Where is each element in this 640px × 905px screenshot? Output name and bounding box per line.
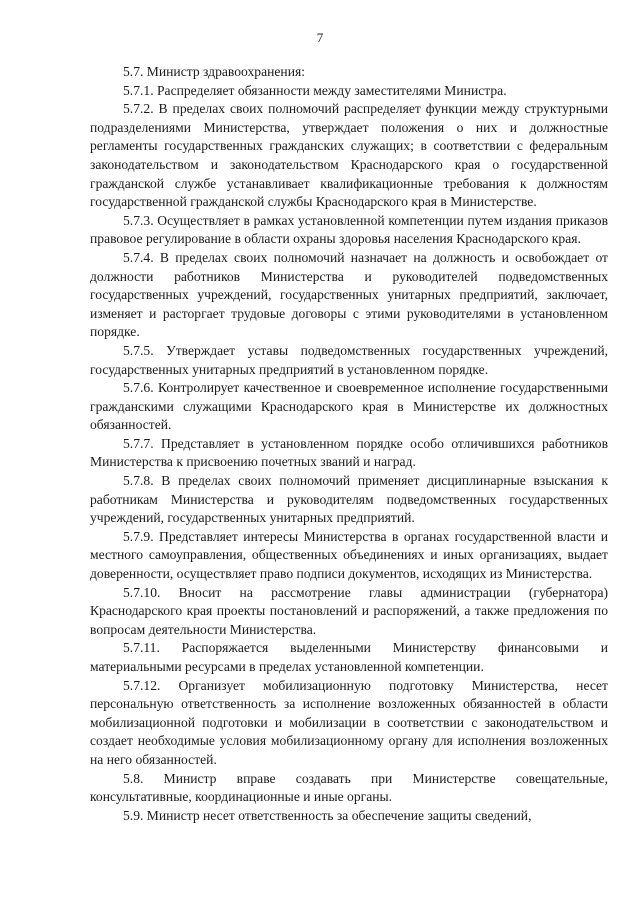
- paragraph-5-7-6: 5.7.6. Контролирует качественное и своевременное исполнение государственными гражданскими служащими Краснодарского края в Министерстве их должностных обязанностей.: [90, 380, 608, 433]
- paragraph-5-7-3: 5.7.3. Осуществляет в рамках установленной компетенции путем издания приказов правовое регулирование в области охраны здоровья населения Краснодарского края.: [90, 212, 608, 247]
- paragraph-5-7: 5.7. Министр здравоохранения:: [123, 64, 306, 79]
- paragraph-5-7-9: 5.7.9. Представляет интересы Министерства в органах государственной власти и местного самоуправления, общественных объединениях и иных организациях, выдает доверенности, осуществляет право подписи документов, исходящих из Министерства.: [90, 528, 608, 582]
- paragraph-5-7-4: 5.7.4. В пределах своих полномочий назначает на должность и освобождает от должности работников Министерства и руководителей подведомственных государственных учреждений, государственных унитарных предприятий, заключает, изменяет и расторгает трудовые договоры с этими руководителями в установленном порядке.: [90, 249, 608, 340]
- paragraph-5-7-8: 5.7.8. В пределах своих полномочий применяет дисциплинарные взыскания к работникам Министерства и руководителям подведомственных государственных учреждений, государственных унитарных предприятий.: [90, 473, 608, 526]
- page-number: 7: [316, 30, 324, 45]
- paragraph-5-7-10: 5.7.10. Вносит на рассмотрение главы администрации (губернатора) Краснодарского края проекты постановлений и распоряжений, а также предложения по вопросам деятельности Министерства.: [90, 584, 608, 637]
- paragraph-5-7-11: 5.7.11. Распоряжается выделенными Министерству финансовыми и материальными ресурсами в пределах установленной компетенции.: [90, 640, 608, 674]
- paragraph-5-7-2: 5.7.2. В пределах своих полномочий распределяет функции между структурными подразделениями Министерства, утверждает положения о них и должностные регламенты государственных гражданских служащих; в соответствии с федеральным законодательством и законодательством Краснодарского края о государственной гражданской службе устанавливает квалификационные требования к должностям государственной гражданской службы Краснодарского края в Министерстве.: [90, 101, 608, 210]
- paragraph-5-8: 5.8. Министр вправе создавать при Министерстве совещательные, консультативные, координационные и иные органы.: [90, 770, 608, 805]
- paragraph-5-7-7: 5.7.7. Представляет в установленном порядке особо отличившихся работников Министерства к присвоению почетных званий и наград.: [90, 435, 608, 470]
- paragraph-5-7-12: 5.7.12. Организует мобилизационную подготовку Министерства, несет персональную ответственность за исполнение возложенных обязанностей в области мобилизационной подготовки и мобилизации в соответствии с законодательством и создает необходимые условия мобилизационному органу для исполнения возложенных на него обязанностей.: [90, 677, 608, 767]
- document-body: [90, 63, 608, 825]
- paragraph-5-9: 5.9. Министр несет ответственность за обеспечение защиты сведений,: [123, 807, 532, 823]
- paragraph-5-7-5: 5.7.5. Утверждает уставы подведомственных государственных учреждений, государственных унитарных предприятий в установленном порядке.: [90, 342, 608, 377]
- paragraph-5-7-1: 5.7.1. Распределяет обязанности между заместителями Министра.: [123, 82, 507, 98]
